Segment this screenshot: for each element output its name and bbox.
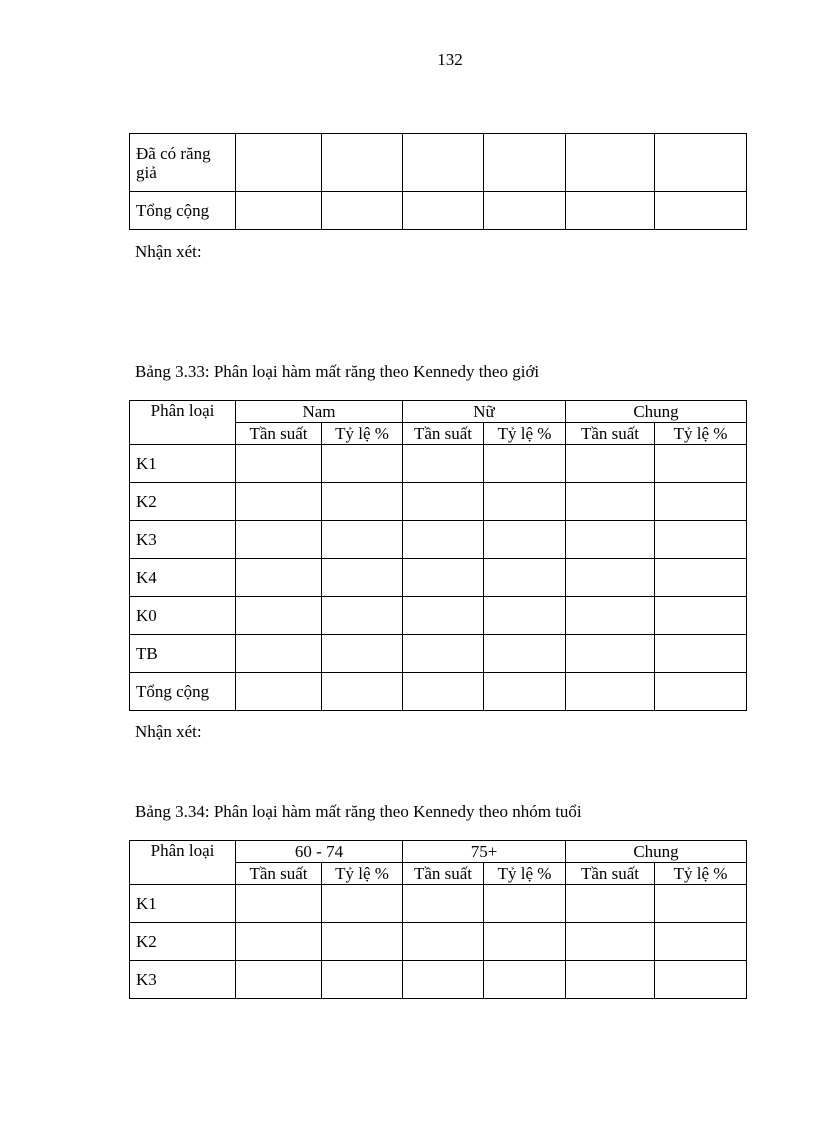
table-row: [130, 923, 747, 961]
table-cell: [566, 521, 655, 559]
table-cell: [655, 192, 747, 230]
table-cell: [236, 885, 322, 923]
table-cell: [655, 961, 747, 999]
table-cell: [322, 521, 403, 559]
table-caption-3-34: Bảng 3.34: Phân loại hàm mất răng theo Kennedy theo nhóm tuổi: [135, 802, 582, 821]
table-cell: [655, 483, 747, 521]
table-cell: [236, 445, 322, 483]
table-cell: [236, 635, 322, 673]
page-number: 132: [437, 50, 463, 69]
table-row: [130, 521, 747, 559]
table-header-row: [130, 841, 747, 863]
table-cell: [322, 192, 403, 230]
table-cell: [322, 885, 403, 923]
table-cell: [566, 673, 655, 711]
table-cell: [403, 559, 484, 597]
table-cell: [236, 961, 322, 999]
row-label: Tổng cộng: [130, 192, 236, 230]
subheader-frequency: Tần suất: [403, 863, 484, 885]
table-cell: [566, 559, 655, 597]
table-cell: [403, 521, 484, 559]
table-row: [130, 559, 747, 597]
header-classification: Phân loại: [130, 841, 236, 885]
subheader-frequency: Tần suất: [236, 863, 322, 885]
header-group: Nữ: [403, 401, 566, 423]
header-group: Chung: [566, 841, 747, 863]
table-cell: [566, 134, 655, 192]
table-cell: [566, 597, 655, 635]
subheader-percent: Tỷ lệ %: [484, 423, 566, 445]
table-caption-3-33: Bảng 3.33: Phân loại hàm mất răng theo Kennedy theo giới: [135, 362, 540, 381]
table-row: [130, 673, 747, 711]
table-cell: [322, 923, 403, 961]
subheader-frequency: Tần suất: [566, 423, 655, 445]
header-group: Chung: [566, 401, 747, 423]
row-label: Tổng cộng: [130, 673, 236, 711]
row-label: K3: [130, 521, 236, 559]
table-cell: [403, 597, 484, 635]
table-cell: [655, 923, 747, 961]
table-cell: [566, 923, 655, 961]
row-label: TB: [130, 635, 236, 673]
row-label: K3: [130, 961, 236, 999]
subheader-percent: Tỷ lệ %: [655, 423, 747, 445]
table-cell: [484, 192, 566, 230]
row-label: K1: [130, 885, 236, 923]
table-cell: [403, 635, 484, 673]
table-cell: [403, 923, 484, 961]
table-cell: [322, 635, 403, 673]
remark-label: Nhận xét:: [135, 242, 202, 261]
table-header-row: [130, 401, 747, 423]
header-group: Nam: [236, 401, 403, 423]
row-label: K4: [130, 559, 236, 597]
subheader-percent: Tỷ lệ %: [484, 863, 566, 885]
table-cell: [484, 961, 566, 999]
table-cell: [403, 134, 484, 192]
table-cell: [484, 559, 566, 597]
table-row: [130, 483, 747, 521]
table-cell: [484, 885, 566, 923]
table-cell: [236, 134, 322, 192]
table-cell: [403, 885, 484, 923]
subheader-percent: Tỷ lệ %: [655, 863, 747, 885]
table-cell: [322, 673, 403, 711]
table-cell: [484, 521, 566, 559]
table-cell: [484, 635, 566, 673]
table-row: [130, 961, 747, 999]
table-cell: [403, 192, 484, 230]
row-label: Đã có răng giả: [130, 134, 236, 192]
table-cell: [655, 635, 747, 673]
subheader-percent: Tỷ lệ %: [322, 863, 403, 885]
row-label: K1: [130, 445, 236, 483]
table-cell: [566, 885, 655, 923]
table-cell: [655, 885, 747, 923]
table-cell: [566, 445, 655, 483]
subheader-frequency: Tần suất: [566, 863, 655, 885]
table-cell: [566, 483, 655, 521]
table-row: [130, 192, 747, 230]
table-row: [130, 134, 747, 192]
table-cell: [322, 483, 403, 521]
table-cell: [403, 961, 484, 999]
table-cell: [566, 961, 655, 999]
row-label: K2: [130, 483, 236, 521]
table-cell: [322, 559, 403, 597]
subheader-frequency: Tần suất: [236, 423, 322, 445]
row-label: K0: [130, 597, 236, 635]
table-cell: [655, 673, 747, 711]
table-cell: [403, 483, 484, 521]
table-cell: [236, 559, 322, 597]
table-row: [130, 635, 747, 673]
table-3-34: [129, 840, 747, 999]
table-cell: [322, 961, 403, 999]
table-cell: [655, 559, 747, 597]
table-row: [130, 597, 747, 635]
table-cell: [236, 923, 322, 961]
table-cell: [403, 445, 484, 483]
header-group: 75+: [403, 841, 566, 863]
table-cell: [484, 134, 566, 192]
table-3-33: [129, 400, 747, 711]
header-group: 60 - 74: [236, 841, 403, 863]
table-cell: [236, 673, 322, 711]
table-cell: [322, 134, 403, 192]
table-cell: [655, 597, 747, 635]
table-cell: [655, 521, 747, 559]
table-cell: [484, 673, 566, 711]
table-cell: [566, 635, 655, 673]
header-classification: Phân loại: [130, 401, 236, 445]
table-cell: [236, 597, 322, 635]
remark-label: Nhận xét:: [135, 722, 202, 741]
table-cell: [236, 483, 322, 521]
table-continuation: [129, 133, 747, 230]
table-cell: [403, 673, 484, 711]
table-cell: [322, 597, 403, 635]
table-cell: [484, 483, 566, 521]
subheader-frequency: Tần suất: [403, 423, 484, 445]
subheader-percent: Tỷ lệ %: [322, 423, 403, 445]
row-label: K2: [130, 923, 236, 961]
table-cell: [655, 445, 747, 483]
table-row: [130, 445, 747, 483]
table-cell: [484, 597, 566, 635]
table-cell: [484, 923, 566, 961]
table-cell: [655, 134, 747, 192]
table-cell: [236, 192, 322, 230]
table-cell: [566, 192, 655, 230]
table-row: [130, 885, 747, 923]
table-cell: [236, 521, 322, 559]
table-cell: [322, 445, 403, 483]
table-cell: [484, 445, 566, 483]
